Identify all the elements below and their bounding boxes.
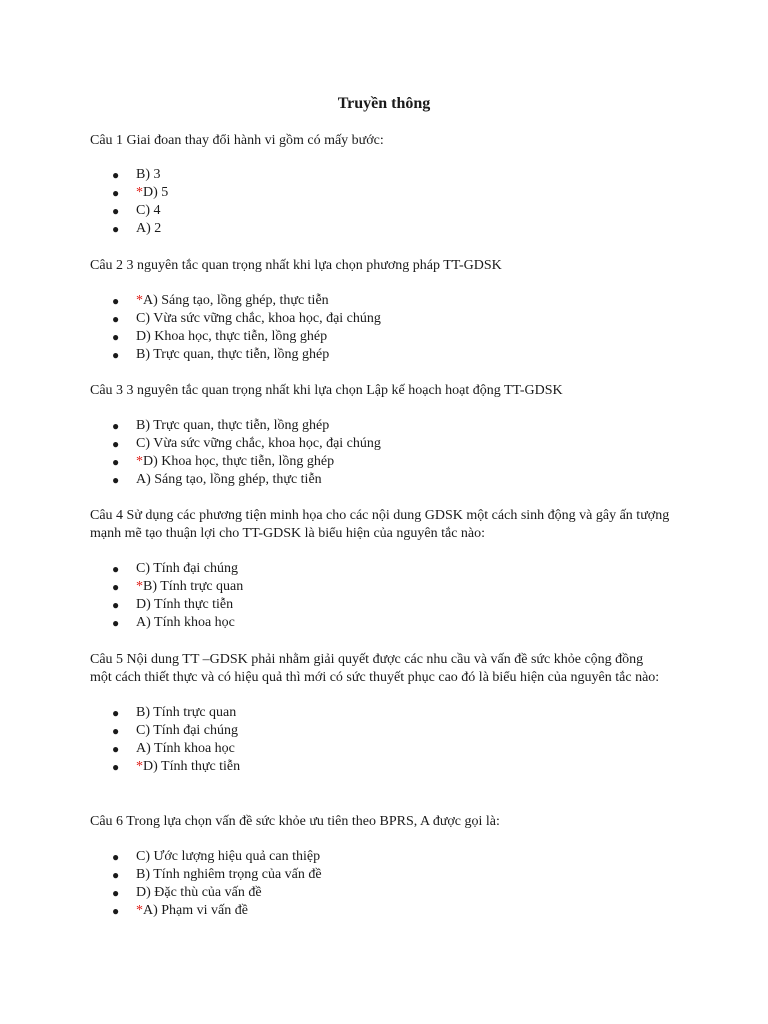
answer-item (90, 310, 690, 328)
question-block (90, 813, 690, 920)
bullet-icon: ● (112, 294, 120, 308)
question-block (90, 132, 690, 238)
question-text: Câu 6 Trong lựa chọn vấn đề sức khỏe ưu tiên theo BPRS, A được gọi là: (90, 814, 500, 829)
answer-list (90, 848, 690, 920)
correct-marker: * (136, 759, 143, 774)
answer-list (90, 292, 690, 364)
answer-text: C) Vừa sức vững chắc, khoa học, đại chúng (136, 436, 381, 451)
bullet-icon: ● (112, 850, 120, 864)
document-title: Truyền thông (337, 95, 431, 112)
bullet-icon: ● (112, 222, 120, 236)
answer-text: B) Tính trực quan (143, 579, 244, 594)
bullet-icon: ● (112, 724, 120, 738)
bullet-icon: ● (112, 616, 120, 630)
answer-item (90, 346, 690, 364)
answer-text: C) Tính đại chúng (136, 723, 239, 738)
question-text: Câu 2 3 nguyên tắc quan trọng nhất khi lựa chọn phương pháp TT-GDSK (90, 258, 502, 273)
answer-item (90, 220, 690, 238)
answer-text: B) Trực quan, thực tiễn, lồng ghép (136, 418, 330, 433)
answer-text: C) Ước lượng hiệu quả can thiệp (136, 849, 321, 864)
answer-item (90, 417, 690, 435)
question-block (90, 257, 690, 364)
answer-item (90, 866, 690, 884)
answer-text: C) 4 (136, 203, 161, 218)
answer-item (90, 758, 690, 776)
answer-item (90, 722, 690, 740)
bullet-icon: ● (112, 868, 120, 882)
bullet-icon: ● (112, 348, 120, 362)
answer-item (90, 848, 690, 866)
bullet-icon: ● (112, 186, 120, 200)
question-block (90, 507, 690, 632)
answer-item (90, 292, 690, 310)
answer-text: A) 2 (136, 221, 162, 236)
answer-text: A) Tính khoa học (136, 741, 235, 756)
answer-item (90, 740, 690, 758)
bullet-icon: ● (112, 437, 120, 451)
answer-text: D) Khoa học, thực tiễn, lồng ghép (143, 454, 335, 469)
answer-list (90, 166, 690, 238)
bullet-icon: ● (112, 706, 120, 720)
answer-text: D) Tính thực tiễn (136, 597, 234, 612)
bullet-icon: ● (112, 886, 120, 900)
answer-item (90, 902, 690, 920)
answer-item (90, 166, 690, 184)
answer-item (90, 578, 690, 596)
answer-item (90, 614, 690, 632)
correct-marker: * (136, 293, 143, 308)
answer-text: B) Tính nghiêm trọng của vấn đề (136, 867, 322, 882)
answer-text: B) Tính trực quan (136, 705, 237, 720)
answer-item (90, 704, 690, 722)
bullet-icon: ● (112, 419, 120, 433)
answer-item (90, 328, 690, 346)
answer-text: D) Đặc thù của vấn đề (136, 885, 262, 900)
answer-item (90, 884, 690, 902)
answer-text: B) 3 (136, 167, 161, 182)
answer-list (90, 560, 690, 632)
question-block (90, 382, 690, 489)
question-block (90, 651, 690, 776)
answer-list (90, 417, 690, 489)
answer-item (90, 184, 690, 202)
answer-text: C) Tính đại chúng (136, 561, 239, 576)
answer-item (90, 453, 690, 471)
answer-item (90, 596, 690, 614)
correct-marker: * (136, 903, 143, 918)
question-text: Câu 1 Giai đoan thay đổi hành vi gồm có mấy bước: (90, 133, 384, 148)
question-text: Câu 4 Sử dụng các phương tiện minh họa cho các nội dung GDSK một cách sinh động và gây ấn tượng mạnh mẽ tạo thuận lợi cho TT-GDSK là biểu hiện của nguyên tắc nào: (90, 508, 670, 541)
bullet-icon: ● (112, 598, 120, 612)
bullet-icon: ● (112, 904, 120, 918)
answer-text: D) 5 (143, 185, 169, 200)
answer-item (90, 435, 690, 453)
question-text: Câu 5 Nội dung TT –GDSK phải nhằm giải quyết được các nhu cầu và vấn đề sức khỏe cộng đồng một cách thiết thực và có hiệu quả thì mới có sức thuyết phục cao đó là biểu hiện của nguyên tắc nào: (90, 652, 660, 685)
answer-text: C) Vừa sức vững chắc, khoa học, đại chúng (136, 311, 381, 326)
question-text: Câu 3 3 nguyên tắc quan trọng nhất khi lựa chọn Lập kế hoạch hoạt động TT-GDSK (90, 383, 563, 398)
answer-text: D) Tính thực tiễn (143, 759, 241, 774)
bullet-icon: ● (112, 330, 120, 344)
bullet-icon: ● (112, 204, 120, 218)
answer-list (90, 704, 690, 776)
bullet-icon: ● (112, 760, 120, 774)
bullet-icon: ● (112, 473, 120, 487)
bullet-icon: ● (112, 562, 120, 576)
bullet-icon: ● (112, 580, 120, 594)
answer-item (90, 560, 690, 578)
bullet-icon: ● (112, 168, 120, 182)
answer-text: B) Trực quan, thực tiễn, lồng ghép (136, 347, 330, 362)
answer-item (90, 471, 690, 489)
answer-text: A) Sáng tạo, lồng ghép, thực tiễn (136, 472, 322, 487)
bullet-icon: ● (112, 742, 120, 756)
bullet-icon: ● (112, 455, 120, 469)
correct-marker: * (136, 579, 143, 594)
correct-marker: * (136, 454, 143, 469)
answer-text: D) Khoa học, thực tiễn, lồng ghép (136, 329, 328, 344)
correct-marker: * (136, 185, 143, 200)
answer-text: A) Tính khoa học (136, 615, 235, 630)
answer-text: A) Sáng tạo, lồng ghép, thực tiễn (143, 293, 329, 308)
answer-item (90, 202, 690, 220)
bullet-icon: ● (112, 312, 120, 326)
answer-text: A) Phạm vi vấn đề (143, 903, 248, 918)
